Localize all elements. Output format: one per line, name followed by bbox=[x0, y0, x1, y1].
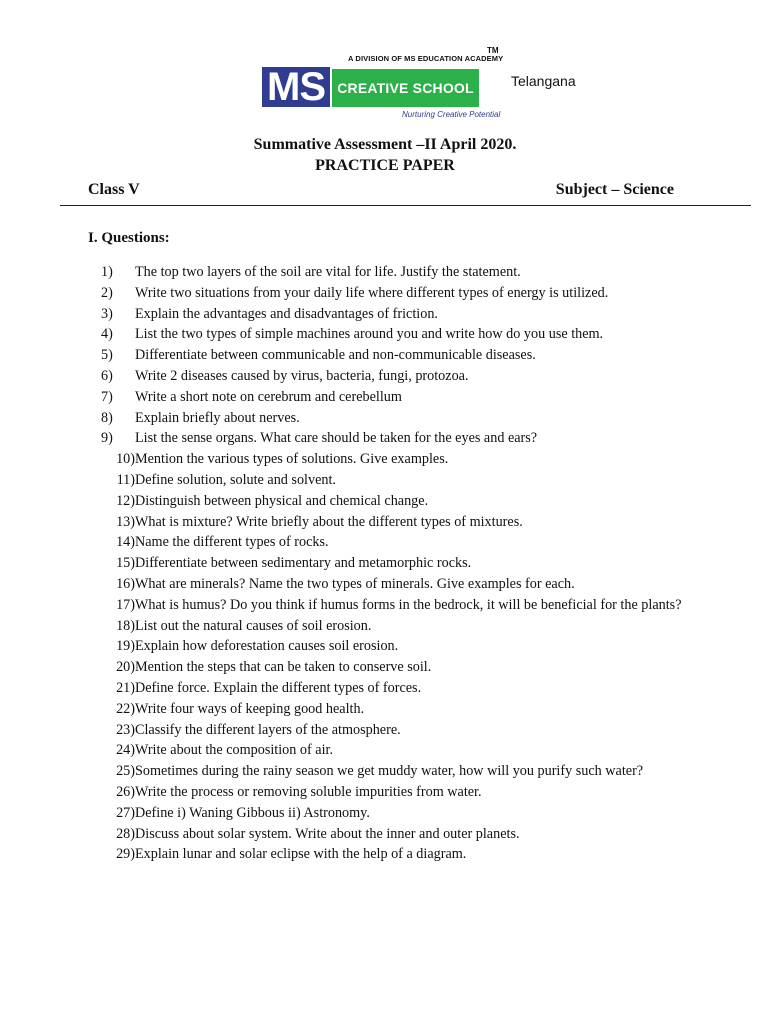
question-number: 27) bbox=[116, 804, 135, 821]
state-label: Telangana bbox=[511, 73, 576, 89]
question-number: 16) bbox=[116, 575, 135, 592]
question-item bbox=[88, 387, 688, 408]
question-text: List the sense organs. What care should be taken for the eyes and ears? bbox=[135, 430, 538, 447]
question-number: 2) bbox=[101, 284, 113, 301]
question-list bbox=[88, 262, 688, 865]
question-item bbox=[88, 616, 688, 637]
question-text: List the two types of simple machines around you and write how do you use them. bbox=[135, 326, 604, 343]
question-text: Sometimes during the rainy season we get muddy water, how will you purify such water? bbox=[135, 763, 644, 780]
question-item bbox=[88, 366, 688, 387]
question-number: 17) bbox=[116, 596, 135, 613]
question-item bbox=[88, 470, 688, 491]
question-text: The top two layers of the soil are vital for life. Justify the statement. bbox=[135, 264, 521, 280]
question-number: 28) bbox=[116, 825, 135, 842]
question-number: 18) bbox=[116, 617, 135, 634]
question-number: 15) bbox=[116, 555, 135, 572]
question-text: Write four ways of keeping good health. bbox=[135, 700, 365, 717]
question-number: 14) bbox=[116, 534, 135, 551]
question-item bbox=[88, 740, 688, 761]
trademark-mark: TM bbox=[487, 46, 499, 55]
question-item bbox=[88, 324, 688, 345]
question-item bbox=[88, 803, 688, 824]
question-number: 22) bbox=[116, 700, 135, 717]
question-text: What is mixture? Write briefly about the different types of mixtures. bbox=[135, 513, 523, 530]
question-number: 5) bbox=[101, 347, 113, 364]
question-number: 7) bbox=[101, 388, 113, 405]
question-text: Write 2 diseases caused by virus, bacteria, fungi, protozoa. bbox=[135, 367, 469, 384]
question-text: Write the process or removing soluble impurities from water. bbox=[135, 783, 482, 800]
class-label: Class V bbox=[88, 181, 140, 198]
question-item bbox=[88, 636, 688, 657]
question-number: 21) bbox=[116, 679, 135, 696]
question-text: Explain briefly about nerves. bbox=[135, 409, 300, 426]
question-item bbox=[88, 304, 688, 325]
question-text: Write two situations from your daily life where different types of energy is utilized. bbox=[135, 284, 609, 301]
question-item bbox=[88, 699, 688, 720]
question-text: Explain the advantages and disadvantages of friction. bbox=[135, 305, 438, 322]
assessment-title: Summative Assessment –II April 2020. bbox=[253, 136, 517, 153]
header-divider bbox=[60, 205, 751, 206]
question-item bbox=[88, 262, 688, 283]
question-number: 24) bbox=[116, 742, 135, 759]
question-text: Classify the different layers of the atmosphere. bbox=[135, 721, 401, 738]
question-item bbox=[88, 512, 688, 533]
question-text: Discuss about solar system. Write about the inner and outer planets. bbox=[135, 825, 520, 842]
question-text: Explain lunar and solar eclipse with the help of a diagram. bbox=[135, 846, 467, 863]
subject-label: Subject – Science bbox=[555, 181, 674, 198]
question-text: What is humus? Do you think if humus forms in the bedrock, it will be beneficial for the plants? bbox=[135, 596, 682, 613]
question-item bbox=[88, 345, 688, 366]
question-number: 13) bbox=[116, 513, 135, 530]
question-number: 26) bbox=[116, 783, 135, 800]
question-text: Mention the steps that can be taken to conserve soil. bbox=[135, 659, 432, 676]
question-number: 6) bbox=[101, 367, 113, 384]
question-text: List out the natural causes of soil erosion. bbox=[135, 617, 372, 634]
question-item bbox=[88, 449, 688, 470]
question-item bbox=[88, 782, 688, 803]
question-item bbox=[88, 678, 688, 699]
question-number: 8) bbox=[101, 409, 113, 426]
question-text: Define force. Explain the different types of forces. bbox=[135, 679, 422, 696]
logo-tagline: Nurturing Creative Potential bbox=[402, 110, 501, 119]
question-item bbox=[88, 824, 688, 845]
question-item bbox=[88, 283, 688, 304]
question-text: Define solution, solute and solvent. bbox=[135, 471, 336, 488]
question-text: Explain how deforestation causes soil erosion. bbox=[135, 638, 399, 655]
question-item bbox=[88, 532, 688, 553]
paper-title: PRACTICE PAPER bbox=[315, 157, 455, 174]
question-number: 20) bbox=[116, 659, 135, 676]
question-item bbox=[88, 574, 688, 595]
question-item bbox=[88, 844, 688, 865]
question-number: 4) bbox=[101, 326, 113, 343]
logo-ms: MS bbox=[262, 67, 330, 107]
question-text: What are minerals? Name the two types of minerals. Give examples for each. bbox=[135, 575, 575, 592]
question-text: Mention the various types of solutions. Give examples. bbox=[135, 451, 449, 468]
question-item bbox=[88, 408, 688, 429]
question-text: Distinguish between physical and chemical change. bbox=[135, 492, 429, 509]
question-item bbox=[88, 761, 688, 782]
question-number: 12) bbox=[116, 492, 135, 509]
question-number: 3) bbox=[101, 305, 113, 322]
question-item bbox=[88, 720, 688, 741]
question-text: Differentiate between sedimentary and metamorphic rocks. bbox=[135, 555, 472, 572]
question-text: Differentiate between communicable and non-communicable diseases. bbox=[135, 347, 536, 364]
question-number: 11) bbox=[116, 471, 135, 488]
logo-school-name: CREATIVE SCHOOL bbox=[332, 69, 479, 107]
question-number: 10) bbox=[116, 451, 135, 468]
section-heading: I. Questions: bbox=[88, 230, 170, 246]
question-text: Write a short note on cerebrum and cerebellum bbox=[135, 388, 402, 405]
question-item bbox=[88, 595, 688, 616]
question-text: Write about the composition of air. bbox=[135, 742, 334, 759]
question-text: Name the different types of rocks. bbox=[135, 534, 329, 551]
question-number: 19) bbox=[116, 638, 135, 655]
question-number: 23) bbox=[116, 721, 135, 738]
question-item bbox=[88, 428, 688, 449]
division-text: A DIVISION OF MS EDUCATION ACADEMY bbox=[348, 54, 504, 63]
question-text: Define i) Waning Gibbous ii) Astronomy. bbox=[135, 804, 370, 821]
question-number: 9) bbox=[101, 430, 113, 447]
question-number: 25) bbox=[116, 763, 135, 780]
question-item bbox=[88, 491, 688, 512]
question-number: 29) bbox=[116, 846, 135, 863]
question-item bbox=[88, 553, 688, 574]
question-number: 1) bbox=[101, 264, 113, 280]
question-item bbox=[88, 657, 688, 678]
school-logo bbox=[262, 46, 504, 122]
